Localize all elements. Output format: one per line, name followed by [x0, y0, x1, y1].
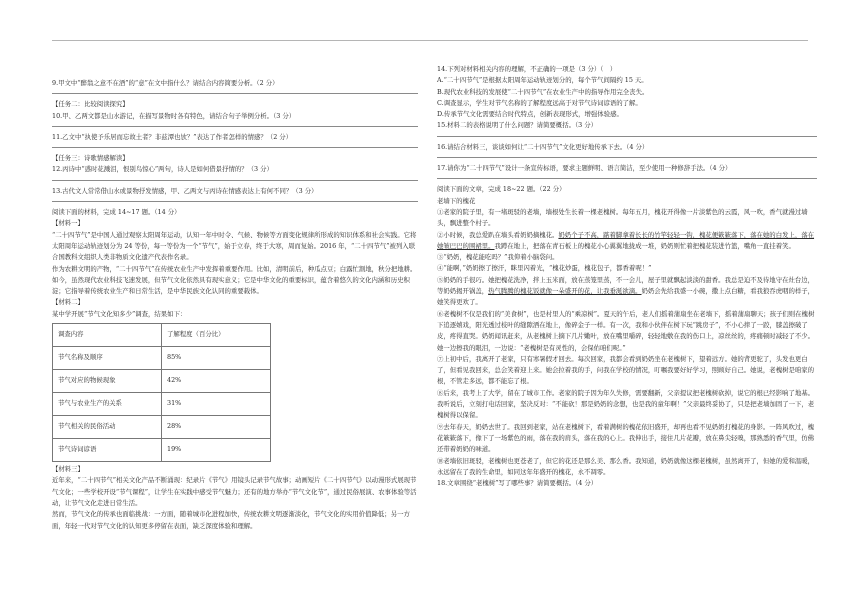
survey-table — [52, 323, 271, 462]
material-3-paragraph: 然而，节气文化的传承也面临挑战：一方面，随着城市化进程加快，传统农耕文明逐渐淡化，节气文化的实用价值降低；另一方面，年轻一代对节气文化的认知更多停留在表面，缺乏深度体验和理解。 — [52, 510, 410, 530]
paragraph-10: ⑩老墙依旧斑驳，老槐树也更苍老了，但它的花还是那么美、那么香。我知道，奶奶就像这棵老槐树，虽然离开了，但她的爱和温暖，永远留在了我的生命里，如同这年年盛开的槐花，永不凋零。 — [437, 456, 815, 476]
underlined-sentence: 奶奶个子不高，踮着脚拿着长长的竹竿轻轻一钩，槐花便簌簌落下，落在她的白发上，落在她皱巴巴的围裙里。 — [437, 230, 815, 250]
question-17: 17.请你为“二十四节气”设计一条宣传标语，要求主题鲜明、语言简洁，至少使用一种修辞手法。（4 分） — [437, 164, 732, 173]
section-heading-compare: 【任务二：比较阅读探究】 — [52, 100, 129, 109]
table-cell: 42% — [162, 370, 271, 393]
table-header-cell: 了解程度（百分比） — [162, 324, 271, 347]
table-row — [53, 370, 271, 393]
option-d: D.传承节气文化需要结合时代特点，创新表现形式，增强体验感。 — [437, 110, 623, 119]
article-title: 老墙下的槐花 — [437, 196, 476, 205]
material-2-heading: 【材料二】 — [52, 298, 84, 307]
answer-line — [52, 180, 418, 181]
table-row — [53, 416, 271, 439]
question-14: 14.下列对材料相关内容的理解，不正确的一项是（3 分）（ ） — [437, 65, 617, 73]
table-row — [53, 393, 271, 416]
question-12: 12.丙诗中“惑时花溅泪，恨别鸟惊心”两句，诗人是如何借景抒情的？（3 分） — [52, 165, 273, 174]
answer-line — [437, 136, 817, 137]
table-row — [53, 347, 271, 370]
right-column — [437, 64, 817, 489]
question-16: 16.请结合材料三，谈谈如何让“二十四节气”文化更好地传承下去。（4 分） — [437, 142, 649, 151]
table-cell: 节气相关的民俗活动 — [53, 416, 162, 439]
paragraph-2-text: 我蹲在地上，把落在青石板上的槐花小心翼翼地拢成一堆，奶奶则忙着把槐花装进竹篮，嘴角一直挂着笑。 — [494, 241, 795, 250]
paragraph-2-text: ②小时候，我总爱趴在墙头看奶奶摘槐花。 — [437, 230, 559, 239]
answer-line — [437, 157, 817, 158]
question-13: 13.古代文人常常借山水或景物抒发情感，甲、乙两文与丙诗在情感表达上有何不同？（3 分） — [52, 186, 318, 195]
paragraph-2 — [437, 230, 817, 253]
material-1-heading: 【材料一】 — [52, 219, 84, 228]
paragraph-3: ③“奶奶，槐花能吃吗？”我仰着小脑袋问。 — [437, 253, 559, 262]
paragraph-7: ⑦上初中后，我离开了老家，只有寒暑假才回去。每次回家，我都会看到奶奶坐在老槐树下，望着远方。她的背更驼了，头发也更白了，但看见我回来，总会笑着迎上来。她会拉着我的手，问我在学校的情况，叮嘱我要好好学习，照顾好自己。她说，老槐树是咱家的根，不管走多远，都不能忘了根。 — [437, 354, 815, 386]
paragraph-6: ⑥老槐树不仅是我们的“美食树”，也是村里人的“乘凉树”。夏天的午后，老人们摇着蒲扇坐在老墙下，摇着蒲扇聊天；孩子们则在槐树下追逐嬉戏，阳光透过枝叶的缝隙洒在地上，像碎金子一样。有一次，我和小伙伴在树下玩“跳房子”，不小心摔了一跤，膝盖擦破了皮，疼得直哭。奶奶闻讯赶来，从老槐树上摘下几片嫩叶，放在嘴里嚼碎，轻轻地敷在我的伤口上，凉丝丝的，疼痛顿时减轻了不少。她一边擦我的眼泪，一边说：“老槐树是有灵性的，会保佑咱们呢。” — [437, 309, 815, 352]
option-b: B.现代农业科技的发展使“二十四节气”在农业生产中的指导作用完全丧失。 — [437, 87, 649, 96]
paragraph-4: ④“能啊，”奶奶擦了擦汗，眯里闪着光，“槐花炒蛋，槐花包子，都香着呢！” — [437, 264, 652, 273]
paragraph-5-text: ⑤奶奶的手很巧。她把槐花洗净，拌上玉米面，放在蒸笼里蒸，不一会儿，屋子里就飘起淡淡的甜香。我总是迫不及待地守在灶台边，等奶奶揭开锅盖， — [437, 275, 815, 296]
table-cell: 85% — [162, 347, 271, 370]
question-15: 15.材料二的表格说明了什么问题？请简要概括。（3 分） — [437, 121, 598, 130]
paragraph-8: ⑧后来，我考上了大学，留在了城市工作。老家的院子因为年久失修，需要翻新，父亲提议把老槐树砍掉，说它的根已经影响了地基。我听说后，立刻打电话回家，坚决反对：“不能砍！那是奶奶的念想，也是我的童年啊！”父亲最终妥协了，只是把老墙加固了一下，老槐树得以保留。 — [437, 388, 815, 420]
answer-line — [52, 93, 418, 94]
material-1-paragraph: 作为农耕文明的产物，“二十四节气”在传统农业生产中发挥着重要作用。比如，清明前后，种瓜点豆；白露忙割地，秋分把地耕。如今，虽然现代农业科技飞速发展，但节气文化依然具有现实意义；它是中华文化的重要标识，蕴含着悠久的文化内涵和历史积淀；它指导着传统农业生产和日常生活，是中华民族文化认同的重要载体。 — [52, 264, 417, 296]
reading-intro: 阅读下面的材料，完成 14~17 题。（14 分） — [52, 208, 181, 217]
question-9: 9.甲文中“醉翁之意不在酒”的“意”在文中指什么？请结合内容简要分析。（2 分） — [52, 79, 279, 87]
table-cell: 19% — [162, 439, 271, 462]
paragraph-5-text: 奶奶会先给我盛一小碗，撒上点白糖，看我狼吞虎咽的样子，她笑得更欢了。 — [437, 287, 815, 307]
underlined-sentence: 热气腾腾的槐花饭就像一朵盛开的花，让我垂涎欲滴。 — [488, 287, 642, 296]
question-18: 18.文章围绕“老槐树”写了哪些事？请简要概括。（4 分） — [437, 479, 598, 488]
reading-intro: 阅读下面的文章，完成 18~22 题。（22 分） — [437, 185, 566, 194]
material-3-heading: 【材料三】 — [52, 465, 84, 474]
material-2-intro: 某中学开展“节气文化知多少”调查，结果如下： — [52, 309, 187, 318]
paragraph-1: ①老家的院子里，有一堵斑驳的老墙，墙根处生长着一棵老槐树。每年五月，槐花开得像一片淡紫色的云霞，风一吹，香气就漫过墙头，飘进整个村子。 — [437, 207, 808, 228]
table-header-cell: 调查内容 — [53, 324, 162, 347]
left-column — [52, 78, 418, 532]
table-cell: 28% — [162, 416, 271, 439]
option-a: A.“二十四节气”是根据太阳周年运动轨迹划分的，每个节气间隔约 15 天。 — [437, 76, 648, 85]
section-heading-emotion: 【任务三：诗歌情感解读】 — [52, 154, 129, 163]
top-rule — [52, 40, 808, 41]
table-cell: 31% — [162, 393, 271, 416]
question-11: 11.乙文中“执使予乐居而忘故土者？非兹潭也欤？”表达了作者怎样的情感？（2 分） — [52, 132, 293, 141]
table-cell: 节气与农业生产的关系 — [53, 393, 162, 416]
table-cell: 节气名称及顺序 — [53, 347, 162, 370]
answer-line — [52, 201, 418, 202]
paragraph-9: ⑨去年春天，奶奶去世了。我回到老家，站在老槐树下，看着满树的槐花依旧盛开，却再也看不见奶奶打槐花的身影。一阵风吹过，槐花簌簌落下，像下了一场紫色的雨，落在我的肩头，落在我的心上。我伸出手，接住几片花瓣，放在鼻尖轻嗅，那熟悉的香气里，仿佛还带着奶奶的味道。 — [437, 422, 815, 454]
paragraph-5 — [437, 275, 817, 309]
material-3-paragraph: 近年来，“二十四节气”相关文化产品不断涌现：纪录片《节气》用镜头记录节气故事；动画短片《二十四节气》以动漫形式展现节气文化；一些学校开设“节气课程”，让学生在实践中感受节气魅力；还有的地方举办“节气文化节”，通过民俗展演、农事体验等活动，让节气文化走进日常生活。 — [52, 476, 417, 507]
answer-line — [52, 126, 418, 127]
table-row — [53, 439, 271, 462]
answer-line — [52, 147, 418, 148]
material-1-paragraph: “二十四节气”是中国人通过观察太阳周年运动，认知一年中时令、气候、物候等方面变化规律所形成的知识体系和社会实践。它将太阳周年运动轨迹划分为 24 等份，每一等份为一个“节气”，始于立春，终于大寒，周而复始。2016 年，“二十四节气”被列入联合国教科文组织人类非物质文化遗产代表作名录。 — [52, 230, 417, 262]
table-cell: 节气对应的物候现象 — [53, 370, 162, 393]
table-header-row — [53, 324, 271, 347]
option-c: C.调查显示，学生对节气名称的了解程度远高于对节气诗词谚语的了解。 — [437, 98, 642, 107]
table-cell: 节气诗词谚语 — [53, 439, 162, 462]
question-10: 10.甲、乙两文都是山水游记，在描写景物时各有特色，请结合句子举例分析。（3 分） — [52, 111, 296, 120]
answer-line — [437, 178, 817, 179]
